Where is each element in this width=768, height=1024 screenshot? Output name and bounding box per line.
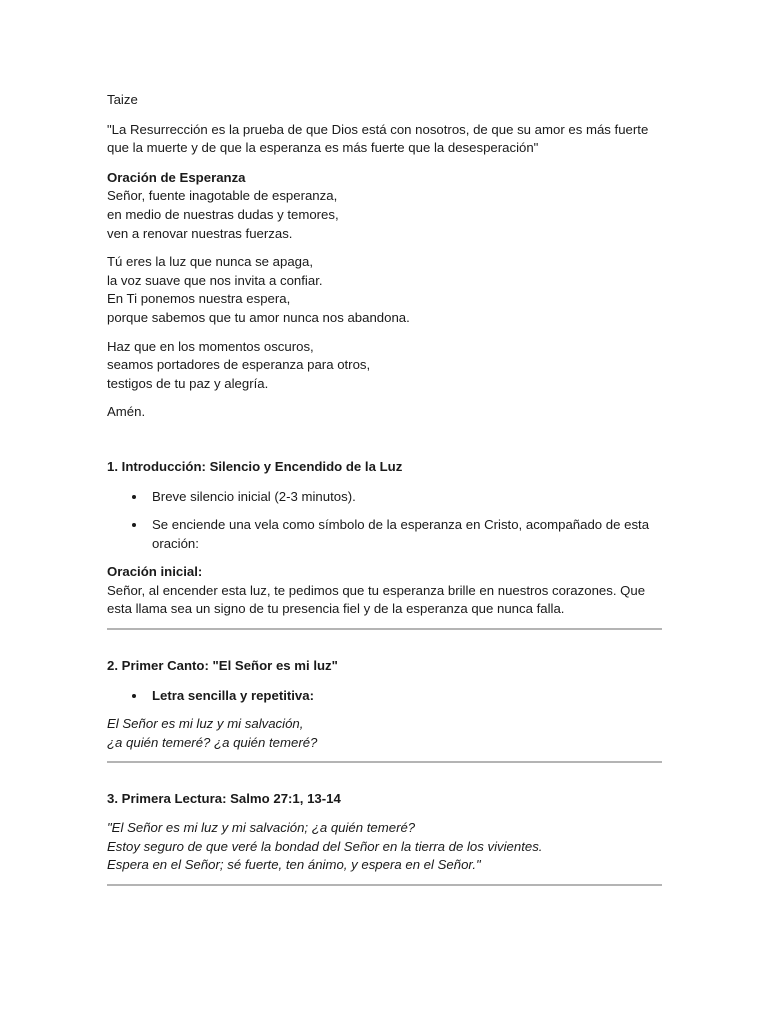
reading-line: "El Señor es mi luz y mi salvación; ¿a quién temeré? [107, 820, 416, 836]
list-item: Letra sencilla y repetitiva: [107, 687, 662, 706]
prayer-line: ven a renovar nuestras fuerzas. [107, 225, 293, 241]
section-divider [107, 884, 662, 886]
prayer-block [107, 169, 662, 243]
section-1-bullet-list [107, 488, 662, 554]
prayer-line: en medio de nuestras dudas y temores, [107, 206, 339, 222]
reading-line: Estoy seguro de que veré la bondad del Señor en la tierra de los vivientes. [107, 838, 543, 854]
lyric-line: El Señor es mi luz y mi salvación, [107, 716, 304, 732]
prayer-line: la voz suave que nos invita a confiar. [107, 272, 323, 288]
list-item: Se enciende una vela como símbolo de la esperanza en Cristo, acompañado de esta oración: [107, 516, 662, 553]
psalm-reading [107, 819, 662, 875]
document-page [107, 91, 662, 886]
prayer-heading: Oración de Esperanza [107, 169, 246, 185]
prayer-amen: Amén. [107, 404, 146, 420]
section-3-heading: 3. Primera Lectura: Salmo 27:1, 13-14 [107, 791, 341, 807]
prayer-stanza-2 [107, 253, 662, 327]
reading-line: Espera en el Señor; sé fuerte, ten ánimo, y espera en el Señor." [107, 857, 481, 873]
prayer-line: En Ti ponemos nuestra espera, [107, 291, 291, 307]
prayer-line: testigos de tu paz y alegría. [107, 375, 269, 391]
section-2-heading: 2. Primer Canto: "El Señor es mi luz" [107, 658, 338, 674]
prayer-line: Tú eres la luz que nunca se apaga, [107, 254, 314, 270]
section-2-bullet-list [107, 687, 662, 706]
section-divider [107, 761, 662, 763]
prayer-line: Haz que en los momentos oscuros, [107, 338, 314, 354]
section-divider [107, 628, 662, 630]
prayer-line: porque sabemos que tu amor nunca nos abandona. [107, 309, 410, 325]
lyric-line: ¿a quién temeré? ¿a quién temeré? [107, 734, 318, 750]
list-item: Breve silencio inicial (2-3 minutos). [107, 488, 662, 507]
document-title: Taize [107, 92, 138, 107]
prayer-line: Señor, fuente inagotable de esperanza, [107, 188, 338, 204]
prayer-stanza-3 [107, 338, 662, 394]
initial-prayer-heading: Oración inicial: [107, 564, 203, 580]
initial-prayer [107, 563, 662, 619]
prayer-line: seamos portadores de esperanza para otros, [107, 357, 371, 373]
initial-prayer-text: Señor, al encender esta luz, te pedimos que tu esperanza brille en nuestros corazones. Que esta llama sea un signo de tu presencia fiel y de la esperanza que nunca falla. [107, 582, 646, 617]
song-lyrics [107, 715, 662, 752]
resurrection-quote: "La Resurrección es la prueba de que Dios está con nosotros, de que su amor es más fuerte que la muerte y de que la esperanza es más fuerte que la desesperación" [107, 121, 649, 156]
section-1-heading: 1. Introducción: Silencio y Encendido de la Luz [107, 458, 403, 474]
